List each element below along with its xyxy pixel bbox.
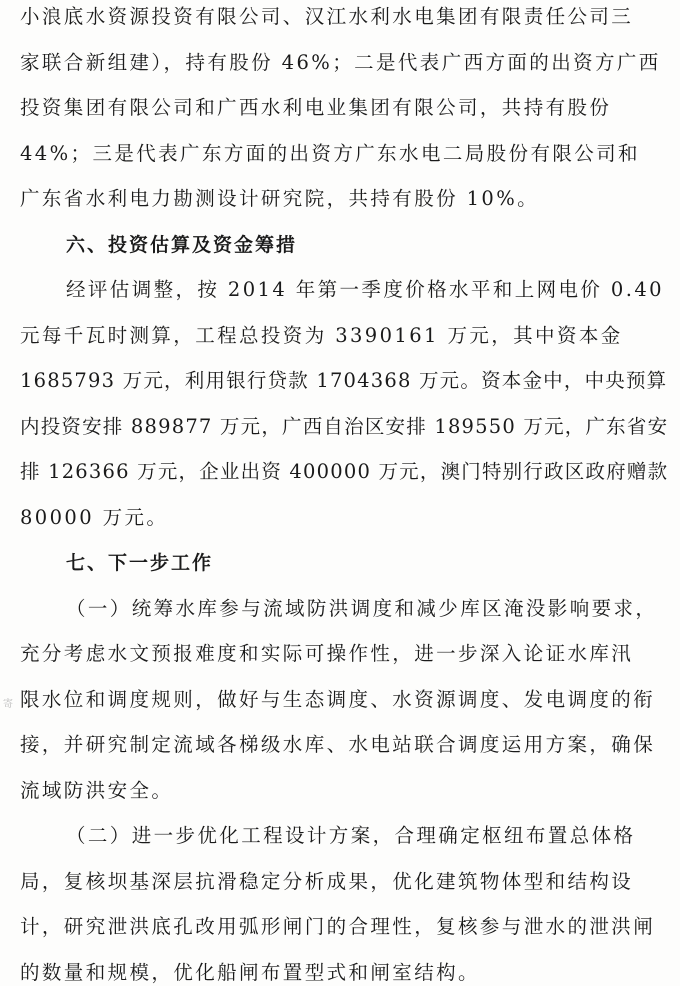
margin-mark: 寄 bbox=[3, 699, 13, 710]
section-6-line-6: 80000 万元。 bbox=[20, 506, 169, 529]
section-7-item-1-line-5: 流域防洪安全。 bbox=[20, 779, 174, 802]
intro-line-1: 小浪底水资源投资有限公司、汉江水利水电集团有限责任公司三 bbox=[20, 5, 634, 28]
section-7-item-1-line-4: 接，并研究制定流域各梯级水库、水电站联合调度运用方案，确保 bbox=[20, 733, 656, 756]
section-6-line-3: 1685793 万元，利用银行贷款 1704368 万元。资本金中，中央预算 bbox=[20, 369, 668, 392]
section-6-line-2: 元每千瓦时测算，工程总投资为 3390161 万元，其中资本金 bbox=[20, 324, 623, 347]
section-6-line-4: 内投资安排 889877 万元，广西自治区安排 189550 万元，广东省安 bbox=[20, 415, 669, 438]
section-7-item-2-line-1: （二）进一步优化工程设计方案，合理确定枢纽布置总体格 bbox=[66, 824, 636, 847]
section-6-heading: 六、投资估算及资金筹措 bbox=[66, 234, 298, 256]
section-7-item-2-line-3: 计，研究泄洪底孔改用弧形闸门的合理性，复核参与泄水的泄洪闸 bbox=[20, 915, 656, 938]
section-7-item-2-line-2: 局，复核坝基深层抗滑稳定分析成果，优化建筑物体型和结构设 bbox=[20, 870, 634, 893]
intro-line-4: 44%；三是代表广东方面的出资方广东水电二局股份有限公司和 bbox=[20, 142, 640, 165]
section-6-line-1: 经评估调整，按 2014 年第一季度价格水平和上网电价 0.40 bbox=[66, 278, 664, 301]
section-7-item-1-line-2: 充分考虑水文预报难度和实际可操作性，进一步深入论证水库汛 bbox=[20, 642, 634, 665]
intro-line-5: 广东省水利电力勘测设计研究院，共持有股份 10%。 bbox=[20, 187, 540, 210]
section-7-heading: 七、下一步工作 bbox=[66, 552, 214, 574]
section-6-line-5: 排 126366 万元，企业出资 400000 万元，澳门特别行政区政府赠款 bbox=[20, 460, 669, 483]
section-7-item-2-line-4: 的数量和规模，优化船闸布置型式和闸室结构。 bbox=[20, 961, 480, 984]
section-7-item-1-line-1: （一）统筹水库参与流域防洪调度和减少库区淹没影响要求， bbox=[66, 597, 658, 620]
section-7-item-1-line-3: 限水位和调度规则，做好与生态调度、水资源调度、发电调度的衔 bbox=[20, 688, 656, 711]
intro-line-3: 投资集团有限公司和广西水利电业集团有限公司，共持有股份 bbox=[20, 96, 612, 119]
intro-line-2: 家联合新组建），持有股份 46%；二是代表广西方面的出资方广西 bbox=[20, 51, 661, 74]
